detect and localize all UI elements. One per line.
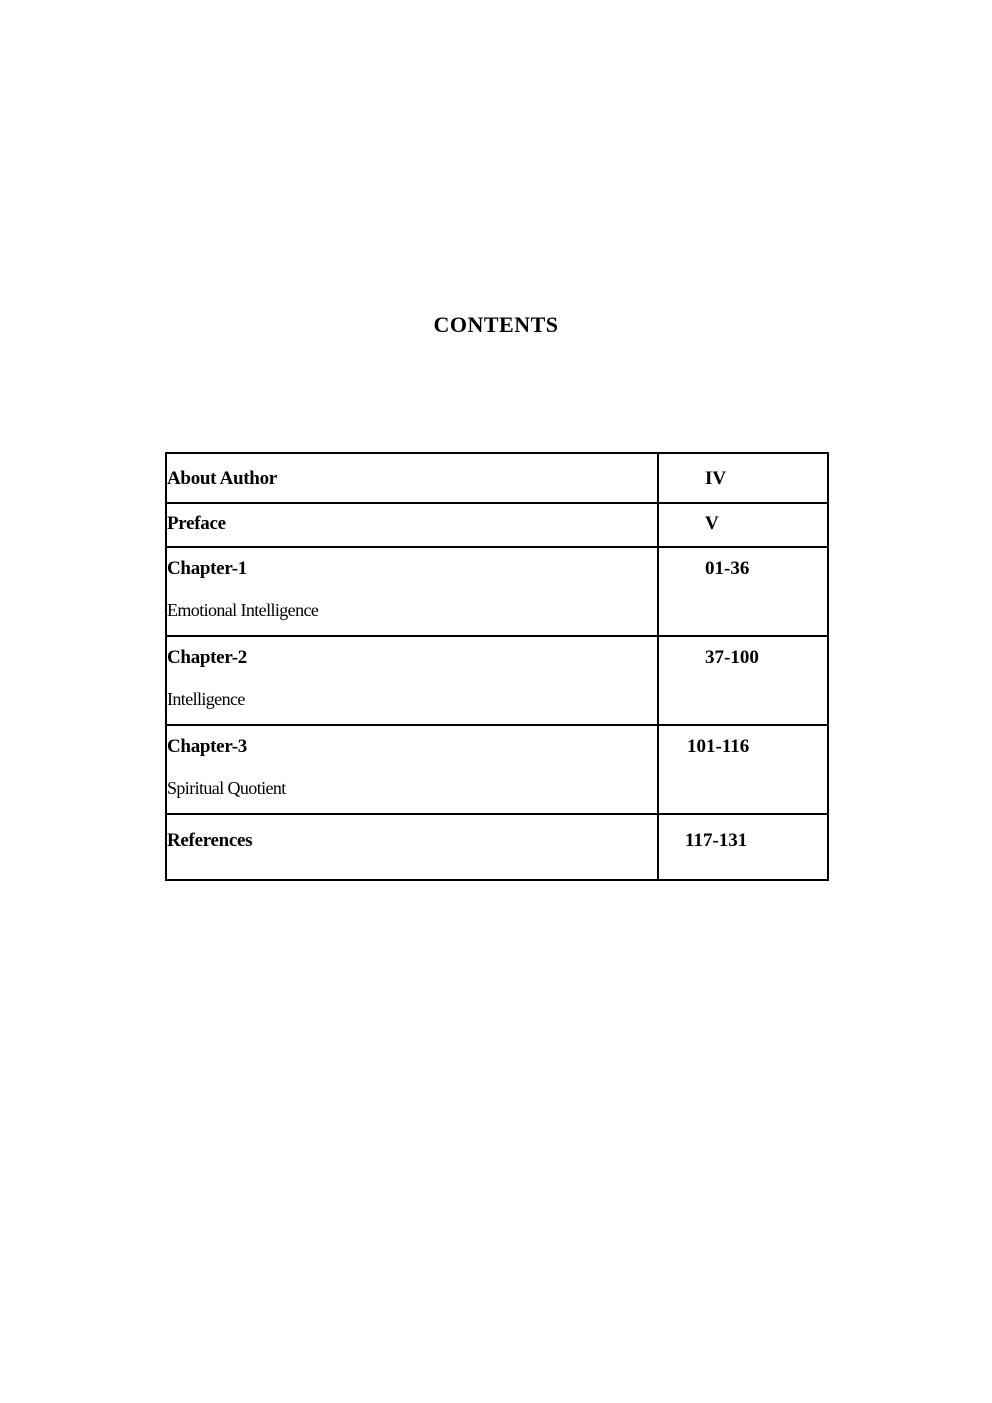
- toc-page-cell: [658, 636, 828, 725]
- toc-title-cell: [166, 453, 658, 503]
- toc-entry-subtitle: Spiritual Quotient: [167, 778, 286, 798]
- toc-row-chapter-1: [166, 547, 828, 636]
- page-title: CONTENTS: [433, 312, 559, 337]
- toc-entry-title: Chapter-1: [167, 558, 247, 579]
- toc-page-range: V: [705, 513, 719, 534]
- toc-page-cell: [658, 503, 828, 547]
- toc-page-cell: [658, 814, 828, 880]
- toc-title-cell: [166, 814, 658, 880]
- toc-entry-title: Chapter-2: [167, 647, 247, 668]
- toc-title-cell: [166, 503, 658, 547]
- toc-page-range: 117-131: [685, 830, 748, 851]
- toc-entry-subtitle: Intelligence: [167, 689, 245, 709]
- toc-row-about-author: [166, 453, 828, 503]
- toc-entry-title: Chapter-3: [167, 736, 247, 757]
- toc-page-cell: [658, 453, 828, 503]
- toc-row-chapter-3: [166, 725, 828, 814]
- toc-row-references: [166, 814, 828, 880]
- toc-title-cell: [166, 636, 658, 725]
- toc-title-cell: [166, 547, 658, 636]
- toc-page-range: 37-100: [705, 647, 759, 668]
- toc-entry-subtitle: Emotional Intelligence: [167, 600, 319, 620]
- toc-page-range: 01-36: [705, 558, 750, 579]
- contents-table: [165, 452, 829, 881]
- toc-page-cell: [658, 725, 828, 814]
- toc-page-range: 101-116: [687, 736, 750, 757]
- toc-row-preface: [166, 503, 828, 547]
- toc-row-chapter-2: [166, 636, 828, 725]
- toc-page-range: IV: [705, 468, 727, 489]
- toc-entry-title: About Author: [167, 468, 277, 489]
- toc-title-cell: [166, 725, 658, 814]
- toc-page-cell: [658, 547, 828, 636]
- toc-entry-title: References: [167, 830, 253, 851]
- toc-entry-title: Preface: [167, 513, 226, 534]
